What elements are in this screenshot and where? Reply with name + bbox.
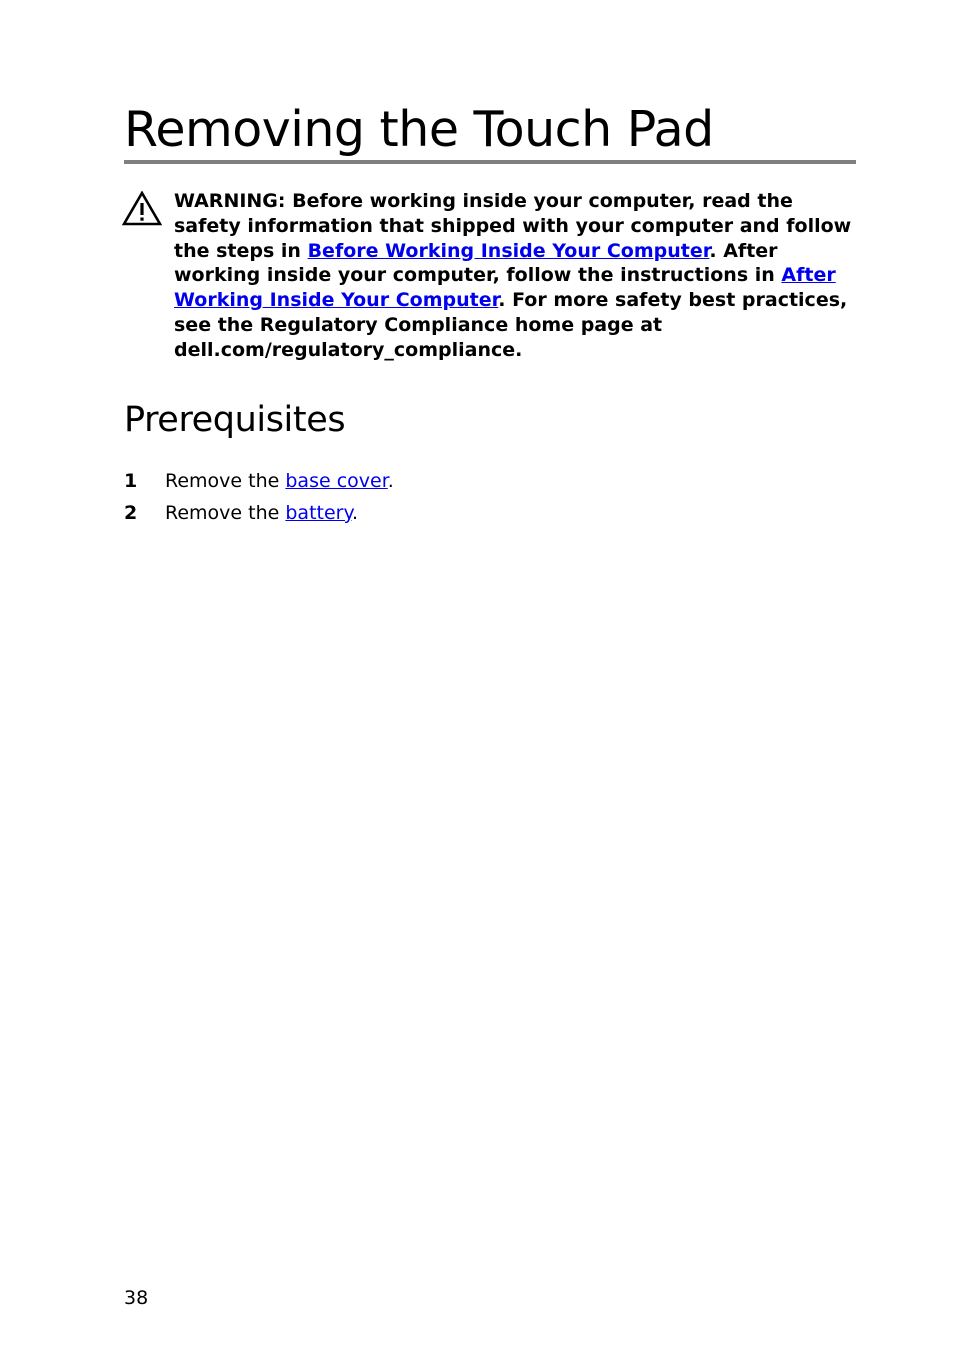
step-suffix: . — [387, 470, 394, 492]
page-title: Removing the Touch Pad — [124, 101, 714, 158]
battery-link[interactable]: battery — [285, 502, 353, 524]
base-cover-link[interactable]: base cover — [285, 470, 388, 492]
prerequisites-heading: Prerequisites — [124, 400, 346, 440]
warning-text-part: WARNING: Before working inside your computer, read the safety information that shipped with your computer and follow the steps in — [174, 190, 852, 262]
step-number: 2 — [124, 502, 138, 524]
warning-message — [174, 189, 864, 363]
before-working-link[interactable]: Before Working Inside Your Computer — [307, 239, 710, 262]
warning-text-part: . After working inside your computer, follow the instructions in — [174, 239, 782, 287]
page-number: 38 — [124, 1287, 149, 1309]
step-suffix: . — [352, 502, 359, 524]
step-prefix: Remove the — [165, 470, 286, 492]
title-divider — [124, 160, 856, 164]
after-working-link[interactable]: After Working Inside Your Computer — [174, 264, 836, 312]
warning-triangle-icon — [122, 191, 162, 227]
step-text — [165, 499, 358, 527]
step-prefix: Remove the — [165, 502, 286, 524]
warning-text-part: . For more safety best practices, see the Regulatory Compliance home page at dell.com/regulatory_compliance. — [174, 289, 848, 361]
step-number: 1 — [124, 470, 138, 492]
step-text — [165, 467, 394, 495]
